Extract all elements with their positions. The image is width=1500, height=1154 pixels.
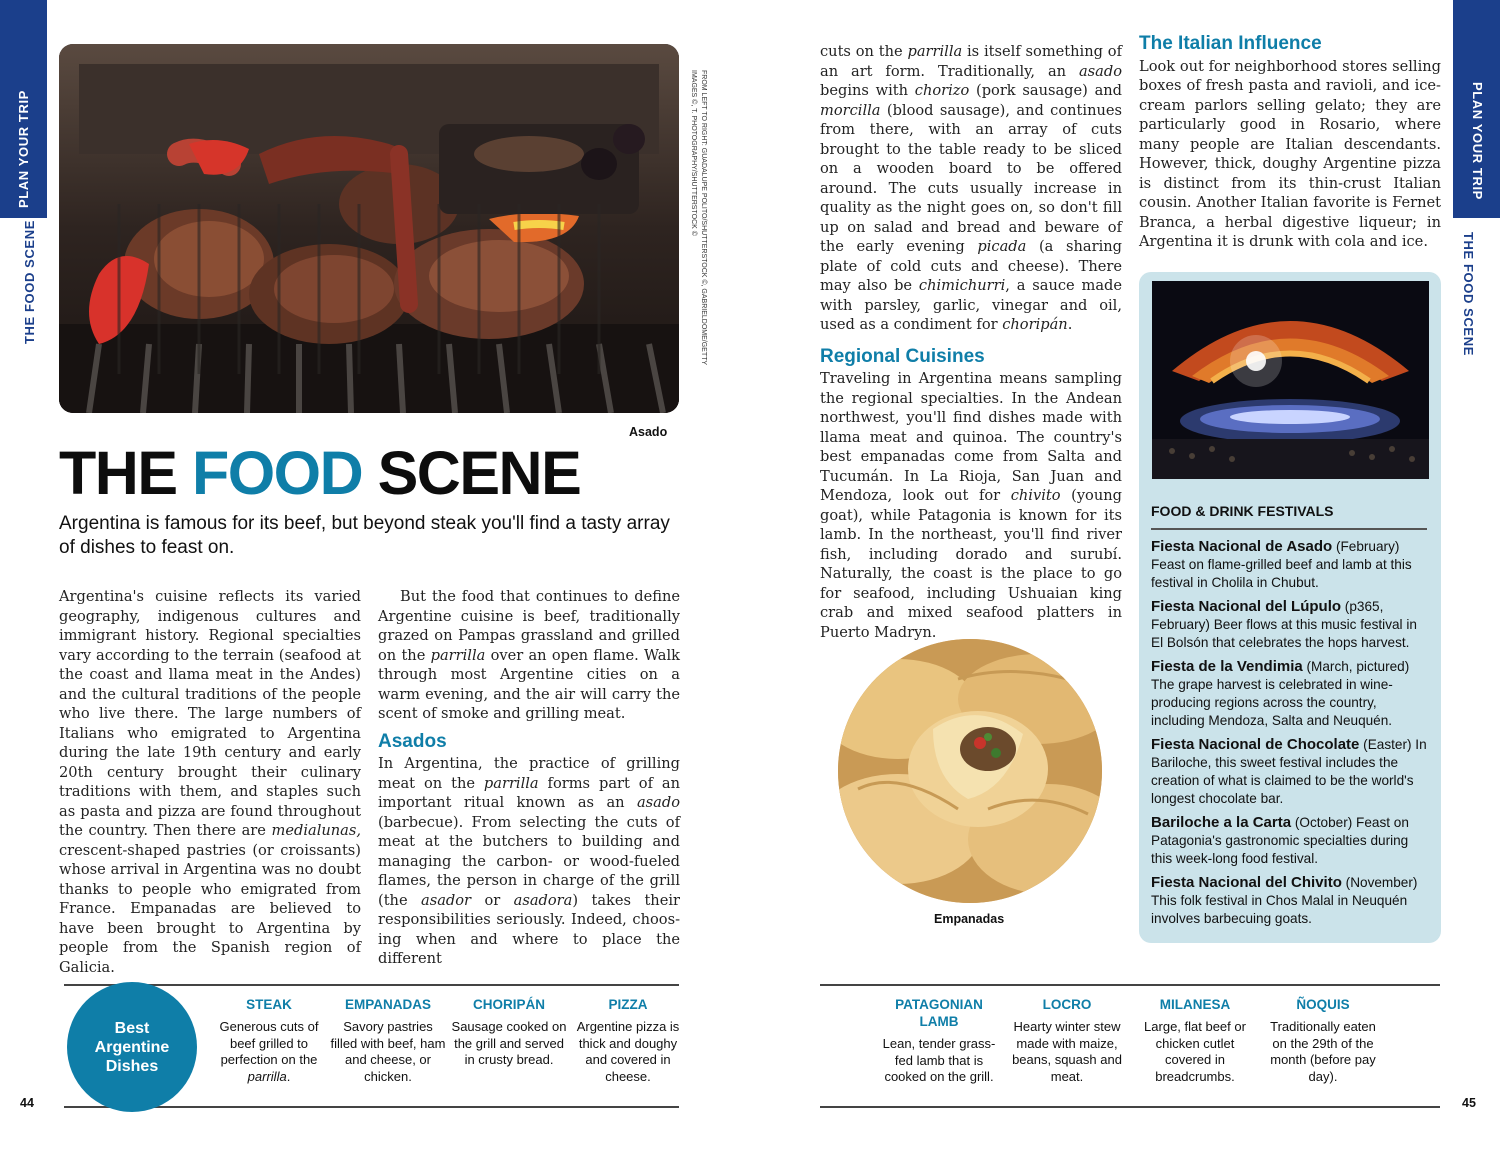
- dish-choripan: [450, 996, 568, 1069]
- right-section-label: THE FOOD SCENE: [1461, 232, 1476, 356]
- regional-cuisines-heading: Regional Cuisines: [820, 345, 985, 367]
- col3-italic-3: chorizo: [914, 82, 970, 99]
- col3-text-6: (a sharing plate of cold cuts and cheese). There may also be: [820, 238, 1122, 294]
- festival-desc: The grape harvest is celebrated in wine-producing regions across the country, including Mendoza, Salta and Neuquén.: [1151, 677, 1393, 728]
- col3-italic-6: chimichurri: [918, 277, 1006, 294]
- left-tab-label: PLAN YOUR TRIP: [16, 90, 31, 208]
- dish-name: EMPANADAS: [344, 997, 431, 1012]
- dish-desc: Savory pastries filled with beef, ham and cheese, or chicken.: [330, 1019, 446, 1084]
- asado-grill-illustration: [59, 44, 679, 413]
- festival-name: Fiesta Nacional de Chocolate: [1151, 736, 1360, 753]
- empanadas-caption: Empanadas: [934, 912, 1005, 926]
- title-part-1: THE: [59, 439, 192, 507]
- col3-text-9: Traveling in Argentina means sampling the regional specialties. In the Andean northwest, you'll find dishes made with llama meat and quinoa. The country's best empanadas come from Salta and Tucumán. In La Rioja, San Juan and Mendoza, look out for: [820, 370, 1122, 504]
- dish-steak: [210, 996, 328, 1085]
- festival-meta: (Easter): [1359, 737, 1416, 752]
- festival-desc: Feast on Patagonia's gastronomic specialties during this week-long food festival.: [1151, 815, 1409, 866]
- festival-desc: This folk festival in Chos Malal in Neuquén involves barbecuing goats.: [1151, 893, 1408, 926]
- dish-desc: Lean, tender grass-fed lamb that is cooked on the grill.: [882, 1036, 996, 1084]
- col3-italic-5: picada: [977, 238, 1027, 255]
- col2-italic-1: parrilla: [430, 646, 486, 664]
- dish-name: MILANESA: [1159, 997, 1231, 1012]
- col3-text-10: (young goat), while Patagonia is known for its lamb. In the northeast, you'll find river fish, including dorado and surubí. Naturally, the coast is the place to go for seafood, including Ushuaian king crab and mixed seafood platters in Puerto Madryn.: [820, 487, 1122, 641]
- festival-meta: (October): [1291, 815, 1357, 830]
- festival-meta: (February): [1332, 539, 1400, 554]
- asado-caption: Asado: [629, 425, 668, 439]
- col3-text-8: .: [1067, 316, 1073, 333]
- badge-line-3: Dishes: [105, 1057, 159, 1075]
- dish-name: CHORIPÁN: [472, 997, 545, 1012]
- festival-meta: (p365, February): [1151, 599, 1384, 632]
- left-section-tab: [0, 0, 47, 218]
- article-column-3: [820, 42, 1122, 642]
- col2-italic-5: asadora: [513, 891, 573, 909]
- col3-italic-7: choripán: [1002, 316, 1068, 333]
- dish-desc-text: Generous cuts of beef grilled to perfection on the: [219, 1019, 319, 1067]
- col2-text-5: (barbecue). From selecting the cuts of meat at the butchers to building and managing the carbon- or wood-fueled flames, the person in charge of the grill (the: [378, 813, 680, 909]
- col3-text-5: (blood sausage), and continues from there, with an array of cuts brought to the table ready to be sliced on a wooden board to be offered around. The cuts usually increase in quality as the night goes on, so don't fill up on salad and bread and beware of the early evening: [820, 101, 1122, 255]
- dish-name: PIZZA: [608, 997, 648, 1012]
- festival-desc: In Bariloche, this sweet festival includes the creation of what is claimed to be the world's longest chocolate bar.: [1151, 737, 1427, 806]
- page-number-left: 44: [20, 1096, 34, 1110]
- festival-name: Bariloche a la Carta: [1151, 814, 1292, 831]
- festival-desc: Beer flows at this music festival in El Bolsón that celebrates the hops harvest.: [1151, 617, 1417, 650]
- col3-italic-4: morcilla: [820, 101, 881, 119]
- festival-item: [1151, 538, 1431, 592]
- asado-photo: [59, 44, 679, 413]
- dish-milanesa: [1136, 996, 1254, 1085]
- festival-meta: (November): [1341, 875, 1418, 890]
- col2-text-7: ) takes their responsibilities seriously. Indeed, choosing when and where to place the different: [378, 891, 680, 967]
- right-tab-label: PLAN YOUR TRIP: [1470, 82, 1485, 200]
- title-accent: FOOD: [191, 439, 363, 507]
- col3-italic-8: chivito: [1010, 487, 1061, 504]
- vendimia-festival-photo: [1152, 281, 1429, 479]
- festival-item: [1151, 598, 1431, 652]
- dish-desc: Sausage cooked on the grill and served in crusty bread.: [451, 1019, 567, 1067]
- festival-item: [1151, 736, 1431, 808]
- dish-pizza: [569, 996, 687, 1085]
- festival-desc: Feast on flame-grilled beef and lamb at this festival in Cholila in Chubut.: [1151, 557, 1412, 590]
- festival-stage-illustration: [1152, 281, 1429, 479]
- col2-text-2: over an open flame. Walk through most Argentine cities on a warm evening, and the air will carry the scent of smoke and grilling meat.: [378, 646, 680, 722]
- col2-italic-4: asador: [421, 891, 472, 909]
- festival-item: [1151, 874, 1431, 928]
- dish-empanadas: [329, 996, 447, 1085]
- empanadas-photo: [838, 639, 1102, 903]
- dish-desc: Traditionally eaten on the 29th of the month (before pay day).: [1270, 1019, 1376, 1084]
- festival-name: Fiesta Nacional del Chivito: [1151, 874, 1342, 891]
- dish-desc: Argentine pizza is thick and doughy and covered in cheese.: [576, 1019, 680, 1084]
- intro-text: Argentina is famous for its beef, but beyond steak you'll find a tasty array of dishes to feast on.: [59, 513, 670, 558]
- col3-italic-2: asado: [1078, 62, 1122, 80]
- badge-line-1: Best: [114, 1019, 150, 1037]
- page-title: [59, 438, 580, 508]
- col3-text-2: is itself something of an art form. Traditionally, an: [820, 43, 1122, 80]
- strip-top-rule-right: [820, 984, 1440, 986]
- col1-text-1: Argentina's cuisine reflects its varied geography, indigenous cultures and immigrant history. Regional specialties vary according to the terrain (seafood at the coast and llama meat in the Andes) and the cultural traditions of the people who live there. The large numbers of Italians who emigrated to Argentina during the late 19th century and early 20th century brought their culinary traditions with them, and staples such as pasta and pizza are found throughout the country. Then there are: [59, 588, 361, 839]
- left-section-label: THE FOOD SCENE: [22, 220, 37, 344]
- col2-text-3: In Argentina, the practice of grilling meat on the: [378, 755, 680, 792]
- dish-locro: [1008, 996, 1126, 1085]
- col3-text-4: (pork sausage) and: [969, 82, 1123, 99]
- col3-text-7: , a sauce made with parsley, garlic, vinegar and oil, used as a condiment for: [820, 277, 1122, 333]
- dish-name: STEAK: [246, 997, 292, 1012]
- col1-italic-1: medialunas,: [271, 822, 361, 839]
- festival-name: Fiesta de la Vendimia: [1151, 658, 1303, 675]
- dish-desc-end: .: [286, 1068, 291, 1084]
- col2-italic-3: asado: [636, 794, 680, 811]
- italian-influence-text: Look out for neighborhood stores selling boxes of fresh pasta and ravioli, and ice-cream parlors selling gelato; they are particularly good in Rosario, where many people are Italian descendants. However, thick, doughy Argentine pizza is distinct from its thin-crust Italian cousin. Another Italian favorite is Fernet Branca, a herbal digestive liqueur; in Argentina it is drunk with cola and ice.: [1139, 57, 1441, 250]
- col2-italic-2: parrilla: [483, 774, 539, 792]
- article-column-1: [59, 587, 361, 977]
- col1-text-2: crescent-shaped pastries (or croissants) whose arrival in Argentina was no doubt thanks to people who emigrated from France. Empanadas are believed to have been brought to Argentina by people from the Spanish region of Galicia.: [59, 841, 361, 976]
- festival-name: Fiesta Nacional de Asado: [1151, 538, 1333, 555]
- festivals-list: [1151, 538, 1431, 934]
- col3-text-1: cuts on the: [820, 43, 908, 60]
- col2-text-1: But the food that continues to define Argentine cuisine is beef, traditionally grazed on Pampas grassland and grilled on the: [378, 588, 680, 664]
- festival-item: [1151, 814, 1431, 868]
- dish-patagonian-lamb: [880, 996, 998, 1086]
- dish-name: LOCRO: [1042, 997, 1092, 1012]
- strip-top-rule-left: [64, 984, 679, 986]
- col2-text-4: forms part of an important ritual known as an: [378, 774, 681, 811]
- festival-name: Fiesta Nacional del Lúpulo: [1151, 598, 1342, 615]
- photo-credit: FROM LEFT TO RIGHT: GUADALUPE POLITO/SHUTTERSTOCK ©, GABRIELDOME/GETTY IMAGES ©, T. PHOTOGRAPHY/SHUTTERSTOCK ©: [690, 70, 707, 365]
- dish-desc: Large, flat beef or chicken cutlet covered in breadcrumbs.: [1144, 1019, 1246, 1084]
- col3-italic-1: parrilla: [907, 43, 963, 60]
- dish-desc-italic: parrilla: [247, 1068, 287, 1084]
- article-column-2: [378, 587, 680, 969]
- badge-line-2: Argentine: [94, 1038, 170, 1056]
- empanadas-illustration: [838, 639, 1102, 903]
- title-part-2: SCENE: [362, 439, 581, 507]
- dish-desc: [210, 1019, 328, 1085]
- festivals-divider: [1151, 528, 1427, 530]
- italian-influence-heading: The Italian Influence: [1139, 33, 1322, 54]
- right-section-tab: [1453, 0, 1500, 218]
- strip-bottom-rule-right: [820, 1106, 1440, 1108]
- asados-heading: Asados: [378, 730, 447, 752]
- dish-name: PATAGONIAN LAMB: [895, 997, 983, 1029]
- best-dishes-badge: [67, 982, 197, 1112]
- page-number-right: 45: [1462, 1096, 1476, 1110]
- col2-text-6: or: [471, 891, 514, 909]
- col3-text-3: begins with: [820, 82, 915, 99]
- article-column-4: [1139, 34, 1441, 252]
- festival-item: [1151, 658, 1431, 730]
- dish-desc: Hearty winter stew made with maize, beans, squash and meat.: [1012, 1019, 1122, 1084]
- festival-meta: (March, pictured): [1302, 659, 1410, 674]
- dish-noquis: [1264, 996, 1382, 1085]
- festivals-heading: FOOD & DRINK FESTIVALS: [1151, 503, 1334, 519]
- dish-name: ÑOQUIS: [1296, 997, 1350, 1012]
